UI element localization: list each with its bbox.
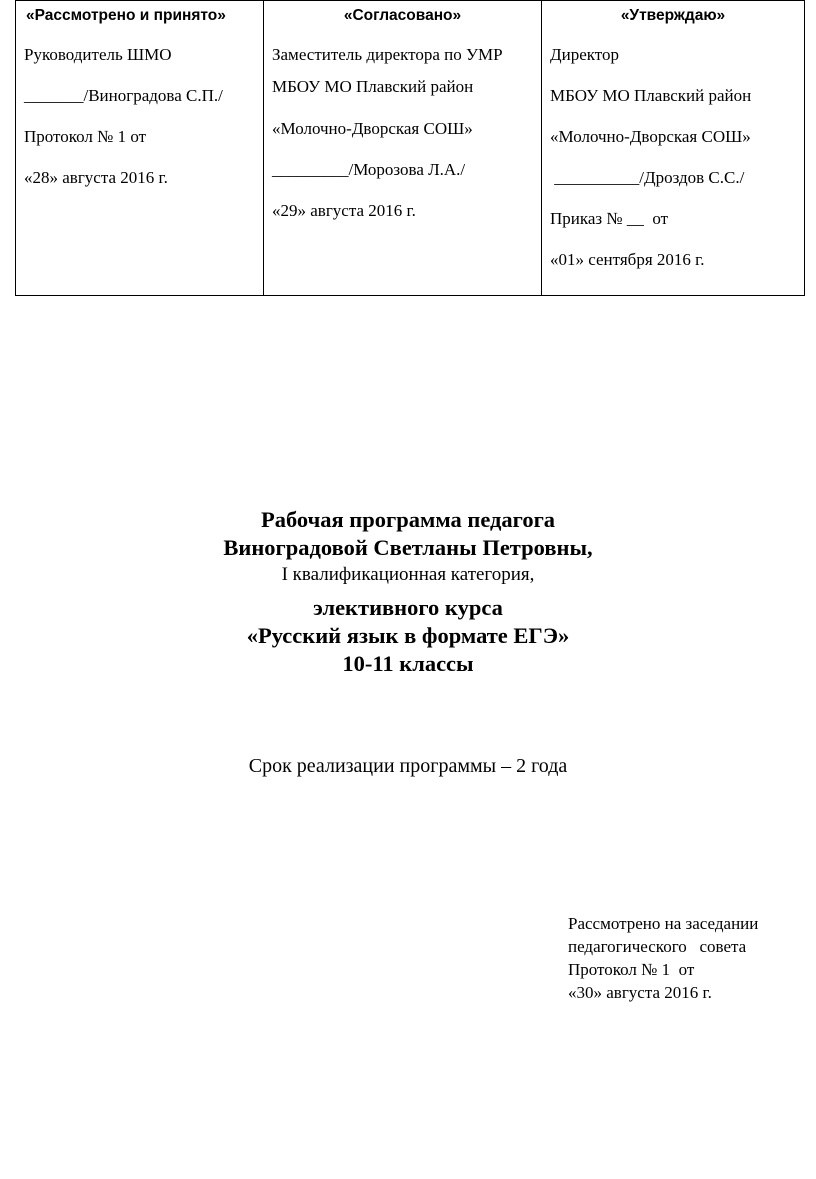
approval-cell-reviewed (16, 1, 264, 296)
program-term: Срок реализации программы – 2 года (248, 755, 568, 777)
council-review-block (568, 912, 808, 1004)
council-line-1: Рассмотрено на заседании (568, 914, 759, 933)
council-protocol: Протокол № 1 от (568, 960, 695, 979)
approval-cell-agreed (264, 1, 542, 296)
approved-order: Приказ № __ от (550, 209, 669, 228)
teacher-name: Виноградовой Светланы Петровны, (223, 535, 593, 560)
agreed-date: «29» августа 2016 г. (272, 201, 416, 220)
agreed-role: Заместитель директора по УМР (272, 45, 503, 64)
grades: 10-11 классы (342, 651, 474, 676)
council-date: «30» августа 2016 г. (568, 983, 712, 1002)
approved-role: Директор (550, 45, 619, 64)
course-type: элективного курса (313, 595, 503, 620)
reviewed-protocol: Протокол № 1 от (24, 127, 147, 146)
approval-table (15, 0, 805, 296)
approved-header: «Утверждаю» (620, 7, 726, 24)
agreed-header: «Согласовано» (343, 7, 462, 24)
approval-cell-approved (542, 1, 805, 296)
qualification-category: I квалификационная категория, (281, 564, 535, 585)
council-line-2: педагогического совета (568, 937, 747, 956)
agreed-signature: _________/Морозова Л.А./ (272, 160, 466, 179)
approved-signature: __________/Дроздов С.С./ (550, 168, 745, 187)
course-name: «Русский язык в формате ЕГЭ» (246, 623, 570, 648)
agreed-school-name: «Молочно-Дворская СОШ» (272, 119, 473, 138)
agreed-school: МБОУ МО Плавский район (272, 77, 474, 96)
program-title: Рабочая программа педагога (260, 507, 556, 532)
reviewed-header: «Рассмотрено и принято» (26, 7, 226, 24)
reviewed-signature: _______/Виноградова С.П./ (24, 86, 223, 105)
approved-school-name: «Молочно-Дворская СОШ» (550, 127, 751, 146)
approved-date: «01» сентября 2016 г. (550, 250, 705, 269)
approved-school: МБОУ МО Плавский район (550, 86, 752, 105)
program-title-block (0, 506, 816, 678)
reviewed-date: «28» августа 2016 г. (24, 168, 168, 187)
reviewed-role: Руководитель ШМО (24, 45, 172, 64)
